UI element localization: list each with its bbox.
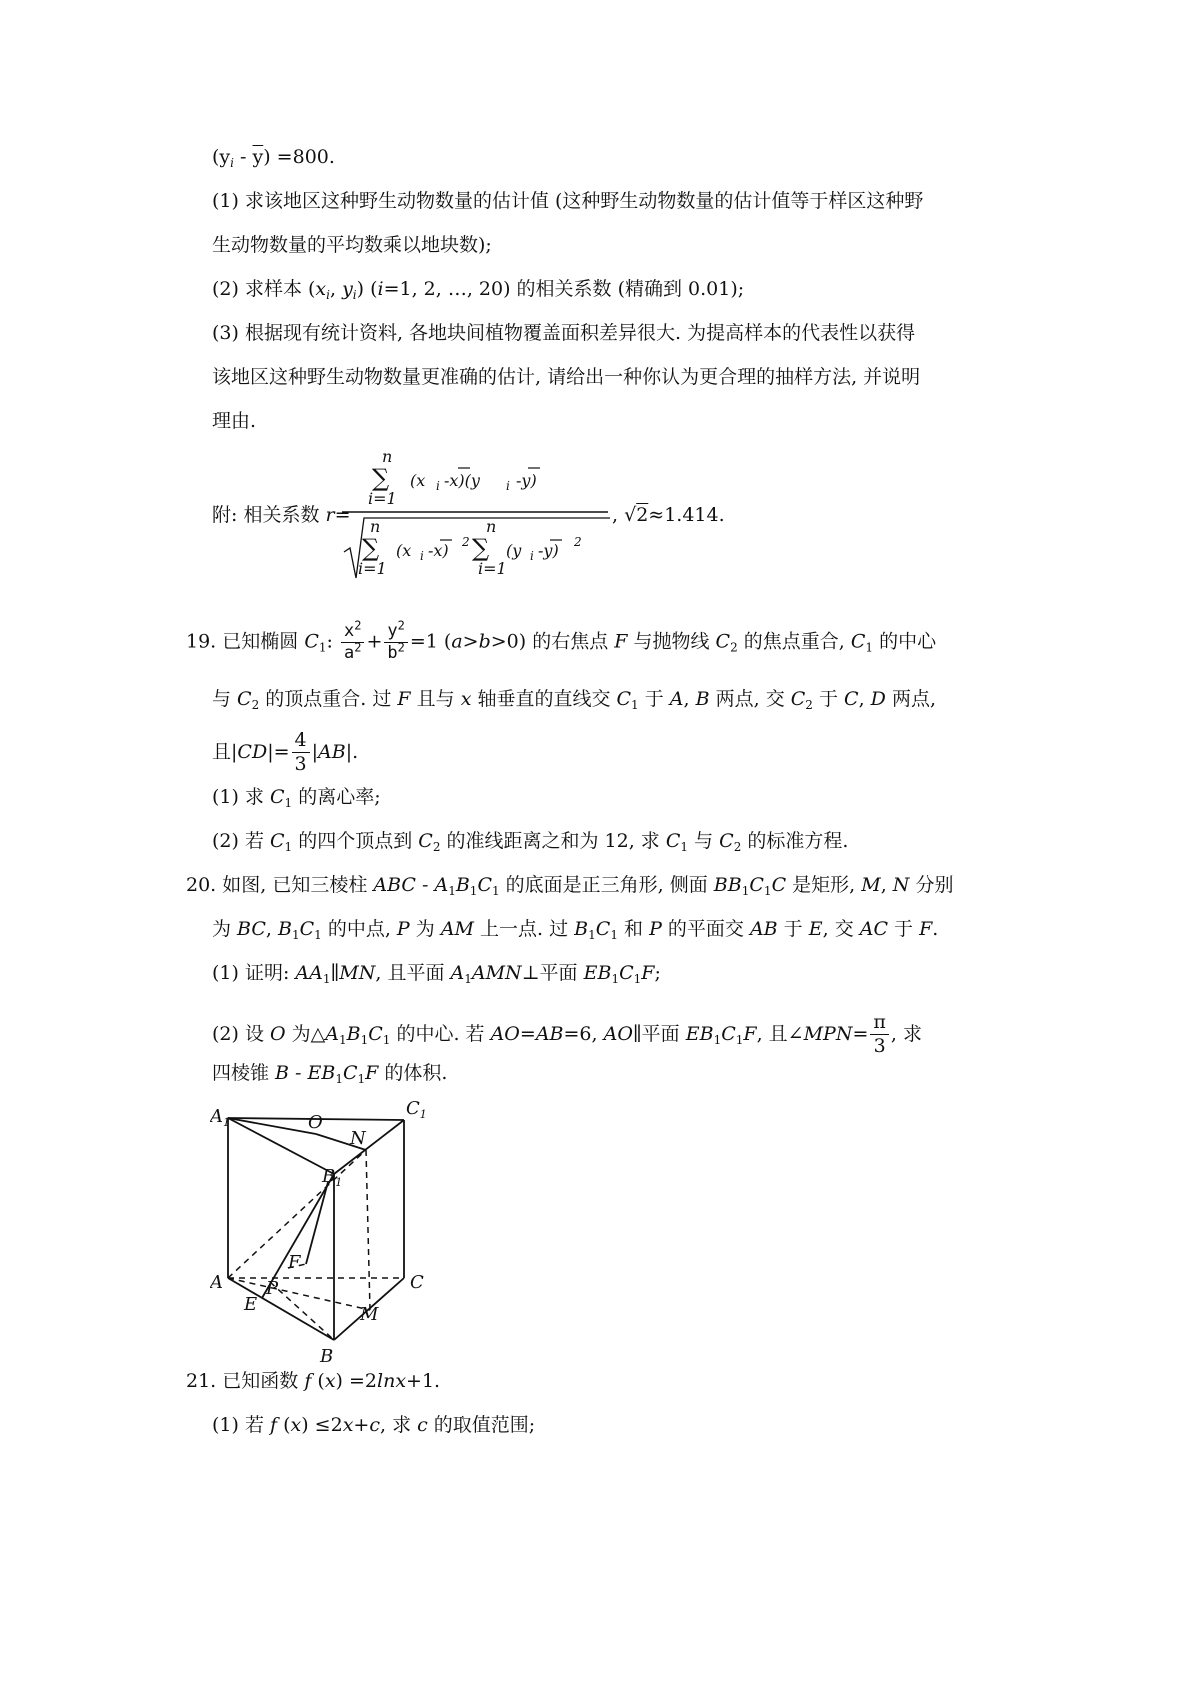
label-P: P xyxy=(266,1278,279,1299)
label-A1: $A_1$ xyxy=(210,1106,230,1129)
svg-text:∑: ∑ xyxy=(372,464,390,492)
segment-A1O xyxy=(228,1118,316,1134)
q19-line3: 且|CD|= $\frac{4}{3}$ |AB|. xyxy=(212,729,359,775)
formula-num-sum-n: n xyxy=(382,448,393,466)
prism-figure xyxy=(210,1096,450,1366)
appendix-label: 附: 相关系数 r= xyxy=(212,504,351,526)
label-O: O xyxy=(308,1112,323,1133)
label-A: A xyxy=(210,1272,223,1293)
label-E: E xyxy=(244,1294,258,1315)
svg-text:i: i xyxy=(436,479,440,493)
svg-text:i=1: i=1 xyxy=(358,559,387,578)
q19-frac-4-3: $\frac{4}{3}$ xyxy=(292,730,310,776)
label-C: C xyxy=(410,1272,424,1293)
q21-line1: 21. 已知函数 f (x) =2lnx+1. xyxy=(186,1370,441,1392)
svg-text:-y): -y) xyxy=(538,541,559,560)
label-N: N xyxy=(350,1128,366,1149)
svg-text:i: i xyxy=(530,549,534,563)
segment-B1F-part xyxy=(306,1182,328,1264)
q20-part1: (1) 证明: $AA_1\parallel MN$, 且平面 $A_1AMN\perp$平面 $EB_1C_1F$; xyxy=(212,962,661,986)
svg-text:-x): -x) xyxy=(428,541,449,560)
edge-B1C1 xyxy=(334,1120,404,1174)
svg-text:n: n xyxy=(486,517,497,536)
label-C1: $C_1$ xyxy=(406,1098,427,1121)
q18-continuation: $(y_i - \overline{y}) =800$. xyxy=(212,146,335,170)
svg-text:(y: (y xyxy=(506,541,522,560)
q18-part1-cont: 生动物数量的平均数乘以地块数); xyxy=(212,234,492,256)
q19-line2: 与 $C_2$ 的顶点重合. 过 F 且与 x 轴垂直的直线交 $C_1$ 于 A, B 两点, 交 $C_2$ 于 C, D 两点, xyxy=(212,688,936,712)
label-B: B xyxy=(320,1346,334,1366)
svg-text:(x: (x xyxy=(396,541,412,560)
q20-line3: 四棱锥 B - $EB_1C_1F$ 的体积. xyxy=(212,1062,448,1086)
svg-text:n: n xyxy=(370,517,381,536)
label-B1: $B_1$ xyxy=(322,1166,343,1189)
q20-line2: 为 BC, $B_1C_1$ 的中点, P 为 AM 上一点. 过 $B_1C_1$ 和 P 的平面交 AB 于 E, 交 AC 于 F. xyxy=(212,918,939,942)
q20-part2: (2) 设 O 为$\triangle A_1B_1C_1$ 的中心. 若 AO=AB=6, AO∥平面 $EB_1C_1F$, 且∠MPN= $\frac{\pi}{3}$ , 求 xyxy=(212,1011,922,1057)
q18-part3-cont: 该地区这种野生动物数量更准确的估计, 请给出一种你认为更合理的抽样方法, 并说明 xyxy=(212,366,921,388)
q19-part2: (2) 若 $C_1$ 的四个顶点到 $C_2$ 的准线距离之和为 12, 求 $C_1$ 与 $C_2$ 的标准方程. xyxy=(212,830,849,854)
svg-text:i: i xyxy=(506,479,510,493)
formula-num-sum-i: i=1 xyxy=(368,489,397,508)
q18-part3-cont2: 理由. xyxy=(212,410,257,432)
q19-frac-x: $\frac{x^2}{a^2}$ xyxy=(341,622,364,663)
q18-part2: (2) 求样本 ($x_i$, $y_i$) (i=1, 2, …, 20) 的相关系数 (精确到 0.01); xyxy=(212,278,745,302)
segment-PB-hidden xyxy=(270,1282,334,1340)
q20-frac-pi-3: $\frac{\pi}{3}$ xyxy=(870,1012,889,1058)
label-F: F xyxy=(288,1252,301,1273)
svg-text:i=1: i=1 xyxy=(478,559,507,578)
svg-text:∑: ∑ xyxy=(362,534,380,562)
q20-line1: 20. 如图, 已知三棱柱 ABC - $A_1B_1C_1$ 的底面是正三角形, 侧面 $BB_1C_1C$ 是矩形, M, N 分别 xyxy=(186,874,954,898)
q19-frac-y: $\frac{y^2}{b^2}$ xyxy=(384,622,407,663)
svg-text:(x: (x xyxy=(410,471,426,490)
q18-part3: (3) 根据现有统计资料, 各地块间植物覆盖面积差异很大. 为提高样本的代表性以获得 xyxy=(212,322,916,344)
svg-text:-x)(y: -x)(y xyxy=(444,471,480,490)
svg-text:2: 2 xyxy=(574,535,582,549)
label-M: M xyxy=(360,1304,379,1325)
svg-text:-y): -y) xyxy=(516,471,537,490)
q19-part1: (1) 求 $C_1$ 的离心率; xyxy=(212,786,381,810)
q21-part1: (1) 若 f (x) ≤2x+c, 求 c 的取值范围; xyxy=(212,1414,536,1436)
q19-line1: 19. 已知椭圆 $C_1$: $\frac{x^2}{a^2}$ + $\frac{y^2}{b^2}$ =1 (a>b>0) 的右焦点 F 与抛物线 $C_2$ 的焦点重合, $C_1$ 的中心 xyxy=(186,618,937,663)
q18-part1: (1) 求该地区这种野生动物数量的估计值 (这种野生动物数量的估计值等于样区这种野 xyxy=(212,190,924,212)
appendix-sqrt2: , √2≈1.414. xyxy=(612,504,725,526)
segment-NM-hidden xyxy=(366,1150,370,1310)
svg-text:2: 2 xyxy=(462,535,470,549)
svg-text:∑: ∑ xyxy=(472,534,490,562)
svg-text:i: i xyxy=(420,549,424,563)
